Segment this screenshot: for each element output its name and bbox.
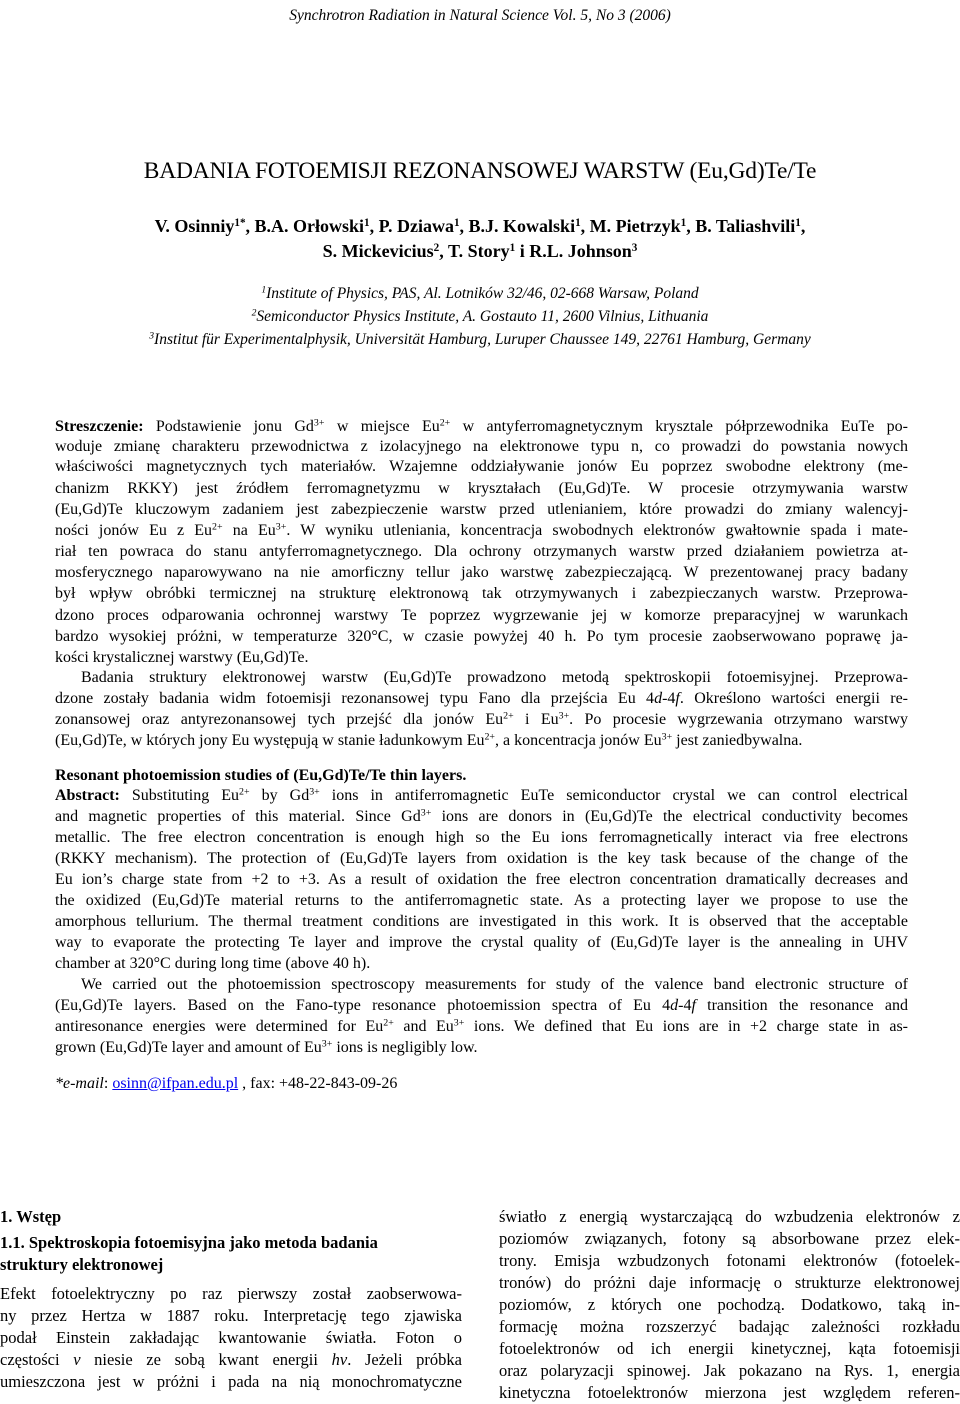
abstract-line bbox=[55, 912, 908, 932]
right-column bbox=[499, 1206, 960, 1404]
body-line bbox=[0, 1283, 462, 1305]
author-name: B.A. Orłowski bbox=[254, 216, 365, 236]
body-line bbox=[499, 1228, 960, 1250]
text-run: (Eu,Gd)Te layers. Based on the Fano-type resonance photoemission spectra of Eu 4 bbox=[55, 997, 671, 1014]
author-name: M. Pietrzyk bbox=[589, 216, 681, 236]
author-separator: , bbox=[580, 216, 590, 236]
text-run: woduje zmianę charakteru przewodnictwa z izolacyjnego na elektronowe typu n, co prowadzi do powstania nowych bbox=[55, 438, 908, 455]
text-run: ions in antiferromagnetic EuTe semiconductor crystal we can control electrical bbox=[319, 787, 908, 804]
subsection-heading-line-2: struktury elektronowej bbox=[0, 1255, 164, 1274]
abstract-line bbox=[55, 786, 908, 806]
text-run: mosferycznego naparowywano na nie amorficzny tellur jako warstwę zabezpieczającą. W prezentowanej pracy badany bbox=[55, 564, 908, 581]
text-run: the oxidized (Eu,Gd)Te material returns to the antiferromagnetic state. As a protecting layer we propose to use the bbox=[55, 892, 908, 909]
author-separator: i bbox=[515, 241, 530, 261]
body-line bbox=[499, 1272, 960, 1294]
author-name: T. Story bbox=[447, 241, 510, 261]
text-run: światło z energią wystarczającą do wzbudzenia elektronów z bbox=[499, 1207, 960, 1226]
body-line bbox=[0, 1349, 462, 1371]
text-run: jest zaniedbywalna. bbox=[672, 732, 803, 749]
text-run: kości krystalicznej warstwy (Eu,Gd)Te. bbox=[55, 649, 309, 666]
body-line bbox=[499, 1206, 960, 1228]
affiliation-number: 2 bbox=[251, 307, 257, 319]
superscript: 2+ bbox=[503, 710, 514, 722]
email-link[interactable]: osinn@ifpan.edu.pl bbox=[112, 1075, 239, 1092]
author-name: B.J. Kowalski bbox=[468, 216, 576, 236]
abstract-line bbox=[55, 648, 908, 668]
text-run: ny przez Hertza w 1887 roku. Interpretację tego zjawiska bbox=[0, 1306, 462, 1325]
author-affiliation-mark: 2 bbox=[433, 241, 440, 254]
abstract-line bbox=[55, 996, 908, 1016]
abstract-line bbox=[55, 870, 908, 890]
text-run: -4 bbox=[662, 690, 676, 707]
text-run: and Eu bbox=[393, 1018, 454, 1035]
text-run: poziomów związanych, fotony są absorbowane przez elek- bbox=[499, 1229, 960, 1248]
text-run: fotoelektronów od ich energii kinetycznej, kąta fotoemisji bbox=[499, 1339, 960, 1358]
author-line-1 bbox=[0, 214, 960, 239]
superscript: 2+ bbox=[484, 731, 496, 743]
author-separator: , bbox=[800, 216, 806, 236]
text-run: Substituting Eu bbox=[119, 787, 240, 804]
text-run: na Eu bbox=[222, 522, 276, 539]
superscript: 3+ bbox=[309, 786, 320, 798]
superscript: 2+ bbox=[383, 1017, 394, 1029]
text-run: (Eu,Gd)Te kluczowym zadaniem jest zabezpieczenie warstw przed utlenianiem, które prowadzi do zmiany walencyj- bbox=[55, 501, 908, 518]
body-line bbox=[0, 1327, 462, 1349]
author-name: P. Dziawa bbox=[378, 216, 454, 236]
author-affiliation-mark: 1 bbox=[364, 216, 370, 229]
author-affiliation-mark: 1 bbox=[509, 241, 516, 254]
text-run: by Gd bbox=[249, 787, 310, 804]
abstract-line bbox=[55, 710, 908, 730]
text-run: chamber at 320°C during long time (above 40 h). bbox=[55, 955, 371, 972]
abstract-line bbox=[55, 457, 908, 477]
text-run: Badania struktury elektronowej warstw (Eu,Gd)Te prowadzono metodą spektroskopii fotoemisyjnej. Przeprowa- bbox=[81, 669, 908, 686]
affiliation bbox=[0, 329, 960, 350]
author-name: V. Osinniy bbox=[154, 216, 235, 236]
author-separator: , bbox=[369, 216, 379, 236]
author-separator: , bbox=[439, 241, 448, 261]
text-run: grown (Eu,Gd)Te layer and amount of Eu bbox=[55, 1039, 322, 1056]
text-run: transition the resonance and bbox=[695, 997, 909, 1014]
abstract-line bbox=[55, 1038, 908, 1058]
superscript: 3+ bbox=[558, 710, 570, 722]
affiliation-text: Semiconductor Physics Institute, A. Gostauto 11, 2600 Vilnius, Lithuania bbox=[256, 308, 709, 325]
author-separator: , bbox=[686, 216, 696, 236]
subsection-heading bbox=[0, 1232, 460, 1276]
text-run: ności jonów Eu z Eu bbox=[55, 522, 213, 539]
text-run: . Po procesie wygrzewania otrzymano warstwy bbox=[569, 711, 908, 728]
author-name: R.L. Johnson bbox=[529, 241, 632, 261]
author-affiliation-mark: 1 bbox=[575, 216, 581, 229]
body-line bbox=[0, 1305, 462, 1327]
abstract-line bbox=[55, 731, 908, 751]
left-column bbox=[0, 1283, 462, 1393]
text-run: (RKKY mechanism). The protection of (Eu,Gd)Te layers from oxidation is the key task because of the change of the bbox=[55, 850, 908, 867]
abstract-line bbox=[55, 417, 908, 437]
section-heading: 1. Wstęp bbox=[0, 1207, 62, 1226]
affiliation-number: 3 bbox=[149, 330, 155, 342]
body-line bbox=[499, 1360, 960, 1382]
fax-text: , fax: +48-22-843-09-26 bbox=[238, 1075, 398, 1092]
author-affiliation-mark: 1* bbox=[234, 216, 246, 229]
abstract-line bbox=[55, 521, 908, 541]
text-run: . Jeżeli próbka bbox=[347, 1350, 462, 1369]
text-run: podał Einstein zakładając kwantowanie światła. Foton o bbox=[0, 1328, 462, 1347]
english-title: Resonant photoemission studies of (Eu,Gd)Te/Te thin layers. bbox=[55, 767, 467, 784]
body-line bbox=[499, 1250, 960, 1272]
email-label: *e-mail bbox=[55, 1075, 104, 1092]
text-run: metallic. The free electron concentration is enough high so the Eu ions ferromagnetically interact via free electrons bbox=[55, 829, 908, 846]
affiliation-text: Institut für Experimentalphysik, Universität Hamburg, Luruper Chaussee 149, 22761 Hamburg, Germany bbox=[154, 331, 811, 348]
text-run: ions. We defined that Eu ions are in +2 charge state in as- bbox=[464, 1018, 909, 1035]
superscript: 2+ bbox=[212, 521, 223, 533]
text-run: and magnetic properties of this material. Since Gd bbox=[55, 808, 421, 825]
text-run: w antyferromagnetycznym krysztale półprzewodnika EuTe po- bbox=[450, 418, 908, 435]
text-run: właściwości magnetycznych tych materiałów. Wzajemne oddziaływanie jonów Eu poprzez swobodne elektrony (me- bbox=[55, 458, 908, 475]
text-run: oraz polaryzacji spinowej. Jak pokazano na Rys. 1, energia bbox=[499, 1361, 960, 1380]
abstract-line bbox=[55, 1017, 908, 1037]
author-line-2 bbox=[0, 239, 960, 264]
superscript: 3+ bbox=[420, 807, 432, 819]
abstract-line bbox=[55, 542, 908, 562]
italic-symbol: h bbox=[331, 1350, 340, 1369]
body-line bbox=[499, 1338, 960, 1360]
text-run: Efekt fotoelektryczny po raz pierwszy został zaobserwowa- bbox=[0, 1284, 462, 1303]
abstract-line bbox=[55, 606, 908, 626]
author-affiliation-mark: 3 bbox=[631, 241, 638, 254]
affiliation bbox=[0, 283, 960, 304]
affiliation-number: 1 bbox=[261, 284, 267, 296]
text-run: dzone zostały badania widm fotoemisji rezonansowej typu Fano dla przejścia Eu 4 bbox=[55, 690, 655, 707]
text-run: w miejsce Eu bbox=[324, 418, 440, 435]
subsection-heading-line-1: 1.1. Spektroskopia fotoemisyjna jako metoda badania bbox=[0, 1233, 378, 1252]
italic-symbol: ν bbox=[73, 1350, 81, 1369]
body-line bbox=[499, 1294, 960, 1316]
text-run: amorphous tellurium. The thermal treatment conditions are investigated in this work. It is observed that the acceptable bbox=[55, 913, 908, 930]
abstract-line bbox=[55, 689, 908, 709]
text-run: ions is negligibly low. bbox=[332, 1039, 478, 1056]
author-separator: , bbox=[245, 216, 255, 236]
body-line bbox=[499, 1382, 960, 1404]
abstract-line bbox=[55, 828, 908, 848]
journal-header: Synchrotron Radiation in Natural Science Vol. 5, No 3 (2006) bbox=[289, 7, 671, 24]
italic-symbol: f bbox=[691, 997, 696, 1014]
superscript: 3+ bbox=[321, 1038, 333, 1050]
text-run: poziomów, z których one pochodzą. Dodatkowo, taką in- bbox=[499, 1295, 960, 1314]
author-list bbox=[0, 214, 960, 264]
text-run: formację można rozszerzyć badając zależności rozkładu bbox=[499, 1317, 960, 1336]
text-run: kinetyczna fotoelektronów mierzona jest względem referen- bbox=[499, 1383, 960, 1402]
text-run: -4 bbox=[678, 997, 692, 1014]
text-run: trony. Emisja wzbudzonych fotonami elektronów (fotoelek- bbox=[499, 1251, 960, 1270]
text-run: chanizm RKKY) jest źródłem ferromagnetyzmu w kryształach (Eu,Gd)Te. W procesie otrzymywania warstw bbox=[55, 480, 908, 497]
text-run: way to evaporate the protecting Te layer and improve the crystal quality of (Eu,Gd)Te layer is the annealing in UHV bbox=[55, 934, 908, 951]
author-affiliation-mark: 1 bbox=[453, 216, 460, 229]
text-run: riał ten powraca do stanu antyferromagnetycznego. Dla ochrony otrzymanych warstw przed działaniem powietrza at- bbox=[55, 543, 908, 560]
text-run: . Określono wartości energii re- bbox=[679, 690, 909, 707]
author-name: S. Mickevicius bbox=[322, 241, 434, 261]
text-run: , a koncentracja jonów Eu bbox=[495, 732, 662, 749]
superscript: 3+ bbox=[453, 1017, 465, 1029]
text-run: Podstawienie jonu Gd bbox=[143, 418, 314, 435]
body-line bbox=[0, 1371, 462, 1393]
text-run: zonansowej oraz antyrezonansowej tych przejść dla jonów Eu bbox=[55, 711, 504, 728]
abstract-line bbox=[55, 563, 908, 583]
abstract-line bbox=[55, 584, 908, 604]
abstract-line bbox=[55, 627, 908, 647]
abstract-line bbox=[55, 954, 908, 974]
italic-symbol: f bbox=[675, 690, 680, 707]
text-run: i Eu bbox=[513, 711, 559, 728]
text-run: dzono proces odparowania ochronnej warstwy Te poprzez wygrzewanie jej w komorze preparacyjnej w warunkach bbox=[55, 607, 908, 624]
text-run: We carried out the photoemission spectroscopy measurements for study of the valence band electronic structure of bbox=[81, 976, 908, 993]
superscript: 2+ bbox=[239, 786, 250, 798]
abstract-label: Abstract: bbox=[55, 787, 120, 804]
text-run: niesie ze sobą kwant energii bbox=[80, 1350, 332, 1369]
superscript: 3+ bbox=[275, 521, 287, 533]
italic-symbol: d bbox=[670, 997, 679, 1014]
text-run: tronów) do próżni daje informację o strukturze elektronowej bbox=[499, 1273, 960, 1292]
italic-symbol: d bbox=[654, 690, 663, 707]
text-run: . W wyniku utleniania, koncentracja swobodnych elektronów gwałtownie spada i mate- bbox=[286, 522, 909, 539]
italic-symbol: ν bbox=[339, 1350, 348, 1369]
body-line bbox=[499, 1316, 960, 1338]
superscript: 2+ bbox=[439, 417, 451, 429]
text-run: umieszczona jest w próżni i pada na nią monochromatyczne bbox=[0, 1372, 462, 1391]
paper-title: BADANIA FOTOEMISJI REZONANSOWEJ WARSTW (Eu,Gd)Te/Te bbox=[143, 158, 817, 184]
author-affiliation-mark: 1 bbox=[795, 216, 801, 229]
abstract-label: Streszczenie: bbox=[55, 418, 144, 435]
text-run: antiresonance energies were determined for Eu bbox=[55, 1018, 384, 1035]
text-run: częstości bbox=[0, 1350, 74, 1369]
text-run: bardzo wysokiej próżni, w temperaturze 320°C, w czasie powyżej 40 h. Po tym procesie zaobserwowano poprawę ja- bbox=[55, 628, 908, 645]
abstract-line bbox=[55, 500, 908, 520]
superscript: 3+ bbox=[313, 417, 325, 429]
text-run: ions are donors in (Eu,Gd)Te the electrical conductivity becomes bbox=[431, 808, 908, 825]
abstract-line bbox=[55, 849, 908, 869]
text-run: (Eu,Gd)Te, w których jony Eu występują w stanie ładunkowym Eu bbox=[55, 732, 485, 749]
abstract-line bbox=[55, 933, 908, 953]
abstract-line bbox=[55, 437, 908, 457]
author-affiliation-mark: 1 bbox=[680, 216, 687, 229]
abstract-line bbox=[55, 807, 908, 827]
abstract-line bbox=[55, 479, 908, 499]
superscript: 3+ bbox=[661, 731, 673, 743]
abstract-line bbox=[55, 975, 908, 995]
affiliation-text: Institute of Physics, PAS, Al. Lotników 32/46, 02-668 Warsaw, Poland bbox=[266, 285, 699, 302]
abstract-line bbox=[55, 891, 908, 911]
text-run: był wpływ obróbki termicznej na strukturę elektronową tak otrzymywanych i zabezpieczanych warstw. Przeprowa- bbox=[55, 585, 908, 602]
text-run: Eu ion’s charge state from +2 to +3. As a result of oxidation the free electron concentration dramatically decreases and bbox=[55, 871, 908, 888]
colon: : bbox=[103, 1075, 113, 1092]
contact-line bbox=[55, 1074, 397, 1094]
author-separator: , bbox=[459, 216, 469, 236]
author-name: B. Taliashvili bbox=[695, 216, 796, 236]
abstract-line bbox=[55, 668, 908, 688]
affiliation bbox=[0, 306, 960, 327]
